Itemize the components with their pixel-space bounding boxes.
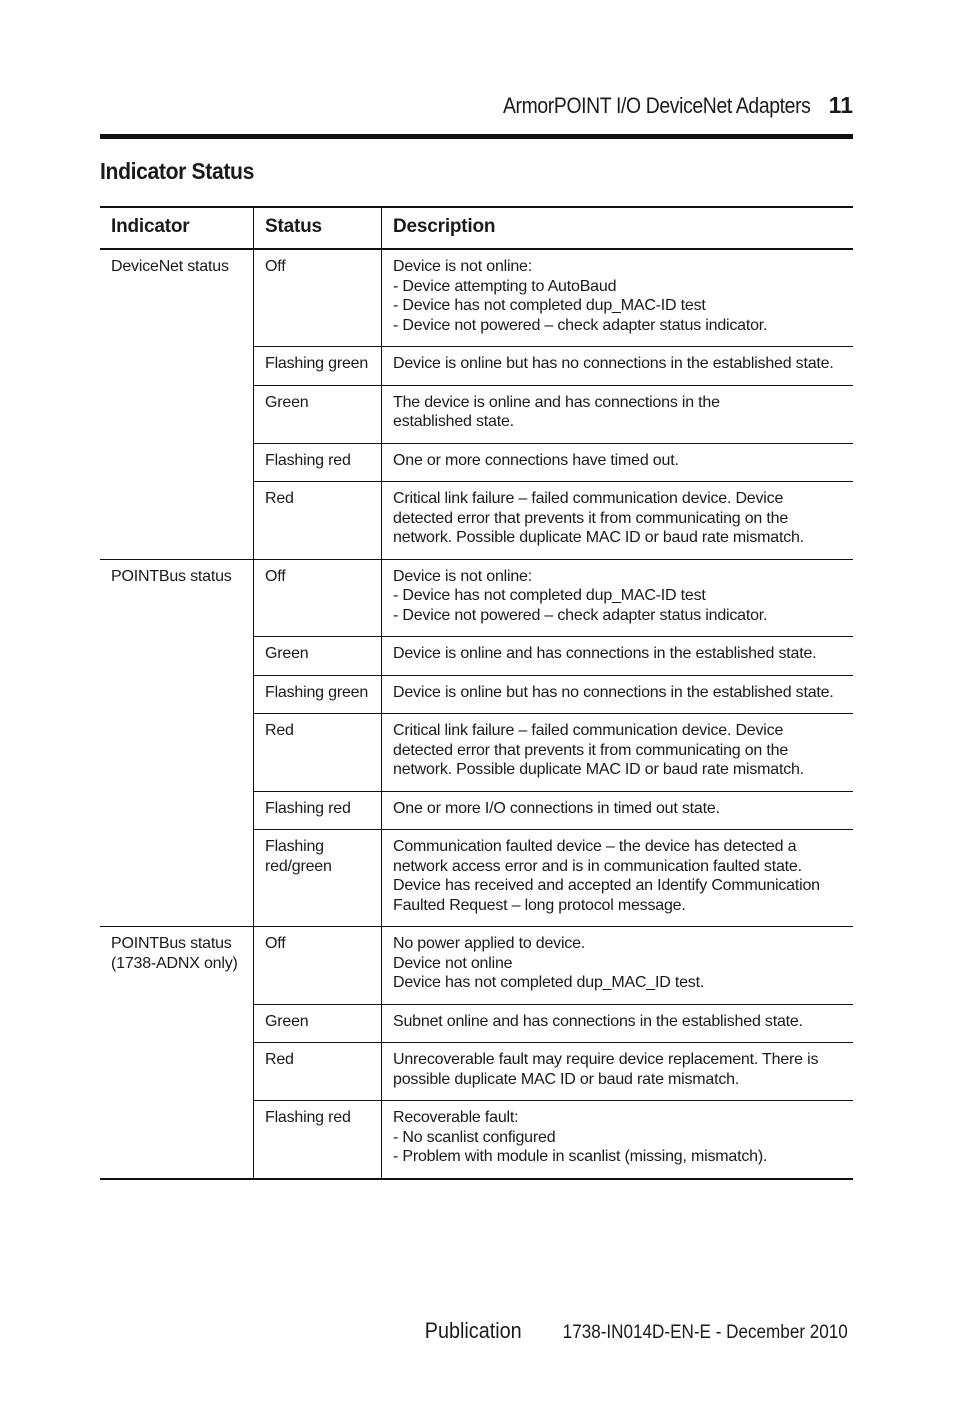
table-body	[100, 249, 853, 1179]
description-cell	[382, 559, 854, 637]
indicator-line: POINTBus status	[111, 935, 232, 952]
description-line: detected error that prevents it from communicating on the	[393, 741, 789, 759]
description-line: established state.	[393, 413, 514, 430]
description-line: Critical link failure – failed communication device. Device	[393, 722, 784, 739]
running-header	[100, 92, 853, 126]
indicator-line: POINTBus status	[111, 567, 232, 585]
status-line: Flashing red	[265, 1109, 351, 1126]
description-line: network. Possible duplicate MAC ID or baud rate mismatch.	[393, 529, 804, 546]
indicator-line: (1738-ADNX only)	[111, 954, 238, 972]
description-line: detected error that prevents it from communicating on the	[393, 509, 789, 527]
status-line: Red	[265, 490, 294, 507]
status-cell	[254, 249, 382, 347]
description-line: Device is not online:	[393, 567, 532, 585]
description-line: One or more connections have timed out.	[393, 451, 679, 469]
description-line: The device is online and has connections in the	[393, 393, 720, 411]
status-line: Green	[265, 645, 309, 662]
indicator-cell	[100, 559, 254, 927]
description-cell	[382, 347, 854, 386]
description-cell	[382, 385, 854, 443]
indicator-status-table	[100, 206, 853, 1180]
description-cell	[382, 482, 854, 560]
description-cell	[382, 1043, 854, 1101]
description-line: One or more I/O connections in timed out state.	[393, 799, 720, 817]
description-cell	[382, 249, 854, 347]
column-header-indicator: Indicator	[111, 216, 190, 238]
column-header-status: Status	[254, 207, 382, 249]
indicator-line: DeviceNet status	[111, 258, 229, 275]
description-line: Faulted Request – long protocol message.	[393, 896, 686, 914]
status-line: Flashing red	[265, 799, 351, 817]
status-line: Off	[265, 258, 286, 275]
footer-publication-label: Publication	[424, 1318, 522, 1343]
description-cell	[382, 927, 854, 1005]
status-cell	[254, 482, 382, 560]
table-row	[100, 249, 853, 347]
table-header-row	[100, 207, 853, 249]
status-cell	[254, 637, 382, 676]
status-cell	[254, 927, 382, 1005]
description-line: Device has not completed dup_MAC_ID test.	[393, 974, 705, 991]
description-line: Device has received and accepted an Identify Communication	[393, 877, 820, 894]
footer	[414, 1318, 848, 1344]
status-cell	[254, 675, 382, 714]
description-line: No power applied to device.	[393, 935, 586, 952]
description-line: - No scanlist configured	[393, 1128, 556, 1146]
header-rule	[100, 134, 853, 139]
status-line: Flashing	[265, 838, 324, 855]
description-line: - Device has not completed dup_MAC-ID test	[393, 587, 706, 604]
description-line: Device is not online:	[393, 258, 532, 275]
status-line: Red	[265, 722, 294, 739]
status-cell	[254, 830, 382, 927]
description-line: - Device has not completed dup_MAC-ID test	[393, 297, 706, 314]
description-cell	[382, 1004, 854, 1043]
status-cell	[254, 714, 382, 792]
section-title: Indicator Status	[100, 158, 255, 184]
description-line: Device not online	[393, 954, 513, 972]
table-row	[100, 927, 853, 1005]
status-line: Off	[265, 935, 286, 952]
status-cell	[254, 1043, 382, 1101]
description-line: Device is online but has no connections in the established state.	[393, 355, 834, 372]
table-row	[100, 559, 853, 637]
status-cell	[254, 1004, 382, 1043]
status-line: red/green	[265, 857, 332, 875]
description-cell	[382, 637, 854, 676]
description-line: - Device not powered – check adapter status indicator.	[393, 316, 768, 334]
status-line: Red	[265, 1051, 294, 1068]
description-line: Critical link failure – failed communication device. Device	[393, 490, 784, 507]
footer-publication-number: 1738-IN014D-EN-E - December 2010	[562, 1322, 848, 1343]
indicator-cell	[100, 927, 254, 1179]
description-cell	[382, 791, 854, 830]
description-line: - Device not powered – check adapter status indicator.	[393, 606, 768, 624]
status-line: Off	[265, 567, 286, 585]
status-cell	[254, 791, 382, 830]
indicator-cell	[100, 249, 254, 559]
status-line: Flashing green	[265, 683, 369, 701]
description-cell	[382, 830, 854, 927]
header-title: ArmorPOINT I/O DeviceNet Adapters	[503, 93, 811, 118]
description-line: Recoverable fault:	[393, 1109, 519, 1126]
status-cell	[254, 1101, 382, 1179]
description-cell	[382, 443, 854, 482]
description-line: - Problem with module in scanlist (missing, mismatch).	[393, 1148, 768, 1165]
description-line: network access error and is in communication faulted state.	[393, 857, 802, 875]
column-header-description: Description	[393, 216, 496, 238]
description-cell	[382, 714, 854, 792]
status-line: Green	[265, 393, 309, 411]
description-line: possible duplicate MAC ID or baud rate mismatch.	[393, 1070, 740, 1088]
description-line: - Device attempting to AutoBaud	[393, 277, 617, 295]
description-cell	[382, 1101, 854, 1179]
status-cell	[254, 385, 382, 443]
status-cell	[254, 347, 382, 386]
status-line: Flashing red	[265, 451, 351, 469]
page-number: 11	[828, 92, 853, 118]
description-line: Device is online but has no connections in the established state.	[393, 683, 834, 701]
description-line: Device is online and has connections in the established state.	[393, 645, 817, 662]
status-cell	[254, 443, 382, 482]
status-line: Green	[265, 1012, 309, 1030]
description-line: Communication faulted device – the device has detected a	[393, 838, 797, 855]
status-cell	[254, 559, 382, 637]
description-line: network. Possible duplicate MAC ID or baud rate mismatch.	[393, 761, 804, 778]
description-line: Unrecoverable fault may require device replacement. There is	[393, 1051, 819, 1068]
description-cell	[382, 675, 854, 714]
description-line: Subnet online and has connections in the established state.	[393, 1012, 803, 1030]
status-line: Flashing green	[265, 355, 369, 372]
